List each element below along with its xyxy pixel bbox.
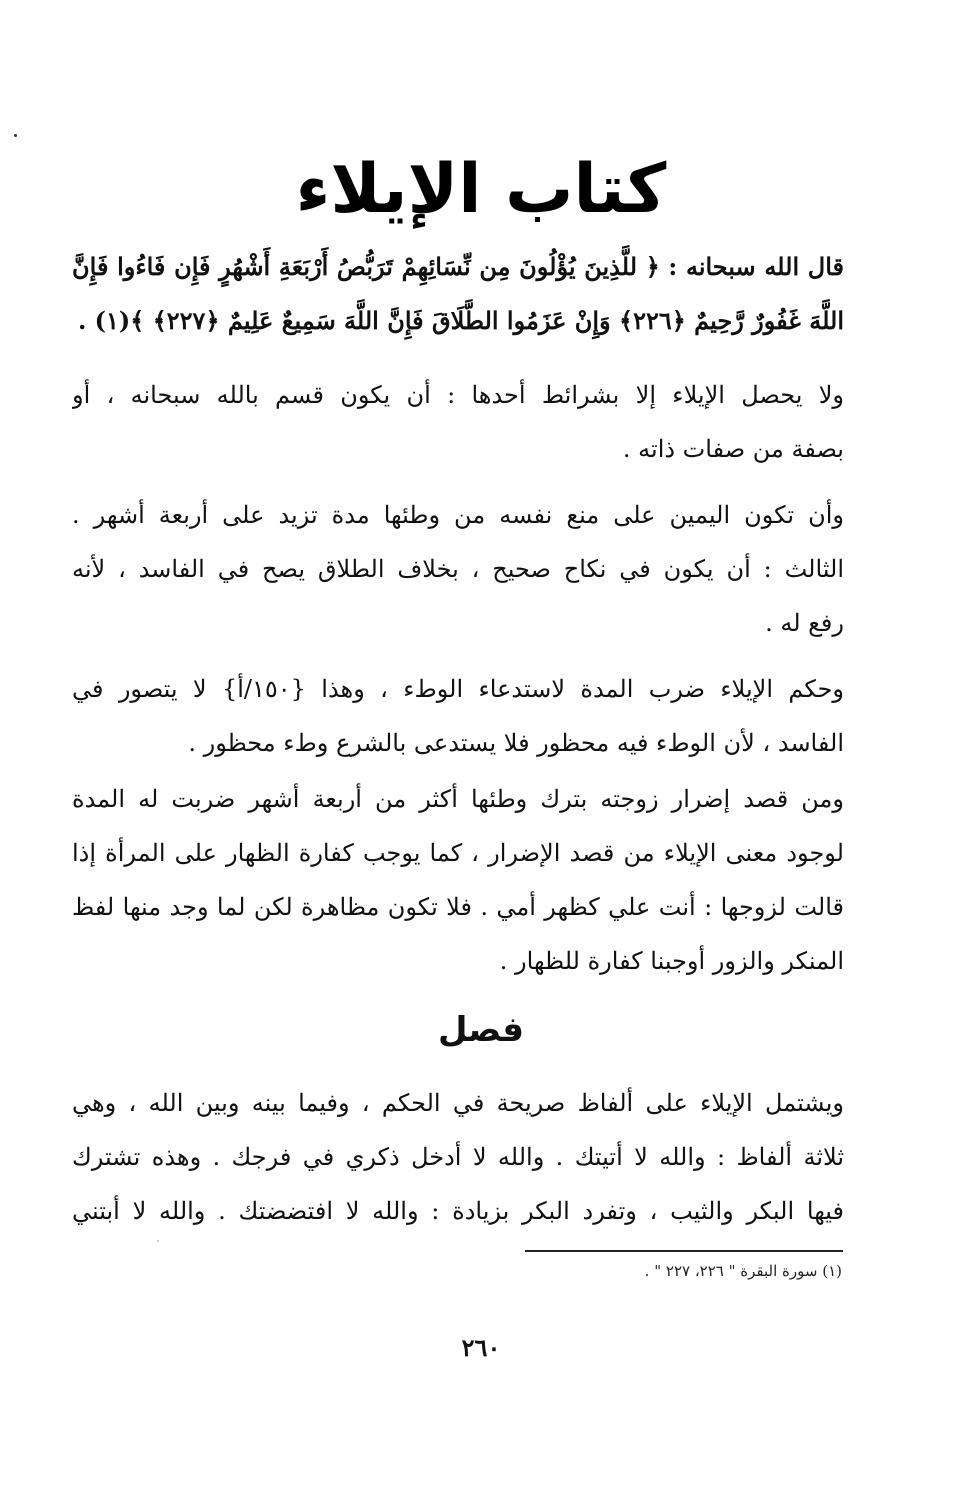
paragraph-words (72, 1076, 844, 1238)
text-line: قالت لزوجها : أنت علي كظهر أمي . فلا تكون مظاهرة لكن لما وجد منها لفظ (72, 893, 844, 921)
chapter-title: كتاب الإيلاء (295, 150, 667, 229)
scan-speck (14, 134, 17, 137)
text-line: رفع له . (765, 609, 844, 637)
text-line: فيها البكر والثيب ، وتفرد البكر بزيادة : والله لا افتضضتك . والله لا أبتني (72, 1197, 844, 1225)
paragraph-oath (72, 488, 844, 650)
text-line: ويشتمل الإيلاء على ألفاظ صريحة في الحكم ، وفيما بينه وبين الله ، وهي (72, 1089, 844, 1117)
text-line: ولا يحصل الإيلاء إلا بشرائط أحدها : أن يكون قسم بالله سبحانه ، أو (72, 381, 844, 409)
text-line: الفاسد ، لأن الوطء فيه محظور فلا يستدعى بالشرع وطء محظور . (188, 729, 844, 757)
text-line: المنكر والزور أوجبنا كفارة للظهار . (499, 947, 844, 975)
scan-speck (157, 1240, 159, 1242)
text-line: وحكم الإيلاء ضرب المدة لاستدعاء الوطء ، وهذا {١٥٠/أ} لا يتصور في (72, 675, 844, 703)
footnote: (١) سورة البقرة " ٢٢٦، ٢٢٧ " . (644, 1262, 842, 1280)
text-line: لوجود معنى الإيلاء من قصد الإضرار ، كما يوجب كفارة الظهار على المرأة إذا (72, 839, 844, 867)
text-line: وأن تكون اليمين على منع نفسه من وطئها مدة تزيد على أربعة أشهر . (72, 501, 844, 529)
text-line: ثلاثة ألفاظ : والله لا أتيتك . والله لا أدخل ذكري في فرجك . وهذه تشترك (72, 1143, 844, 1171)
quran-verse-paragraph (72, 240, 844, 348)
page-number: ٢٦٠ (461, 1333, 501, 1362)
paragraph-ruling (72, 662, 844, 770)
text-line: ومن قصد إضرار زوجته بترك وطئها أكثر من أربعة أشهر ضربت له المدة (72, 785, 844, 813)
text-line: اللَّهَ غَفُورٌ رَّحِيمٌ ﴿٢٢٦﴾ وَإِنْ عَزَمُوا الطَّلَاقَ فَإِنَّ اللَّهَ سَمِيعٌ عَلِيمٌ ﴿٢٢٧﴾ ﴾(١) . (77, 306, 844, 335)
footnote-divider (525, 1250, 843, 1252)
section-heading: فصل (437, 1010, 525, 1050)
text-line: الثالث : أن يكون في نكاح صحيح ، بخلاف الطلاق يصح في الفاسد ، لأنه (72, 555, 844, 583)
text-line: قال الله سبحانه : ﴿ للَّذِينَ يُؤْلُونَ مِن نِّسَائِهِمْ تَرَبُّصُ أَرْبَعَةِ أَشْهُرٍ فَإِن فَاءُوا فَإِنَّ (72, 252, 844, 281)
text-line: بصفة من صفات ذاته . (622, 435, 844, 463)
paragraph-conditions (72, 368, 844, 476)
paragraph-harm (72, 772, 844, 988)
